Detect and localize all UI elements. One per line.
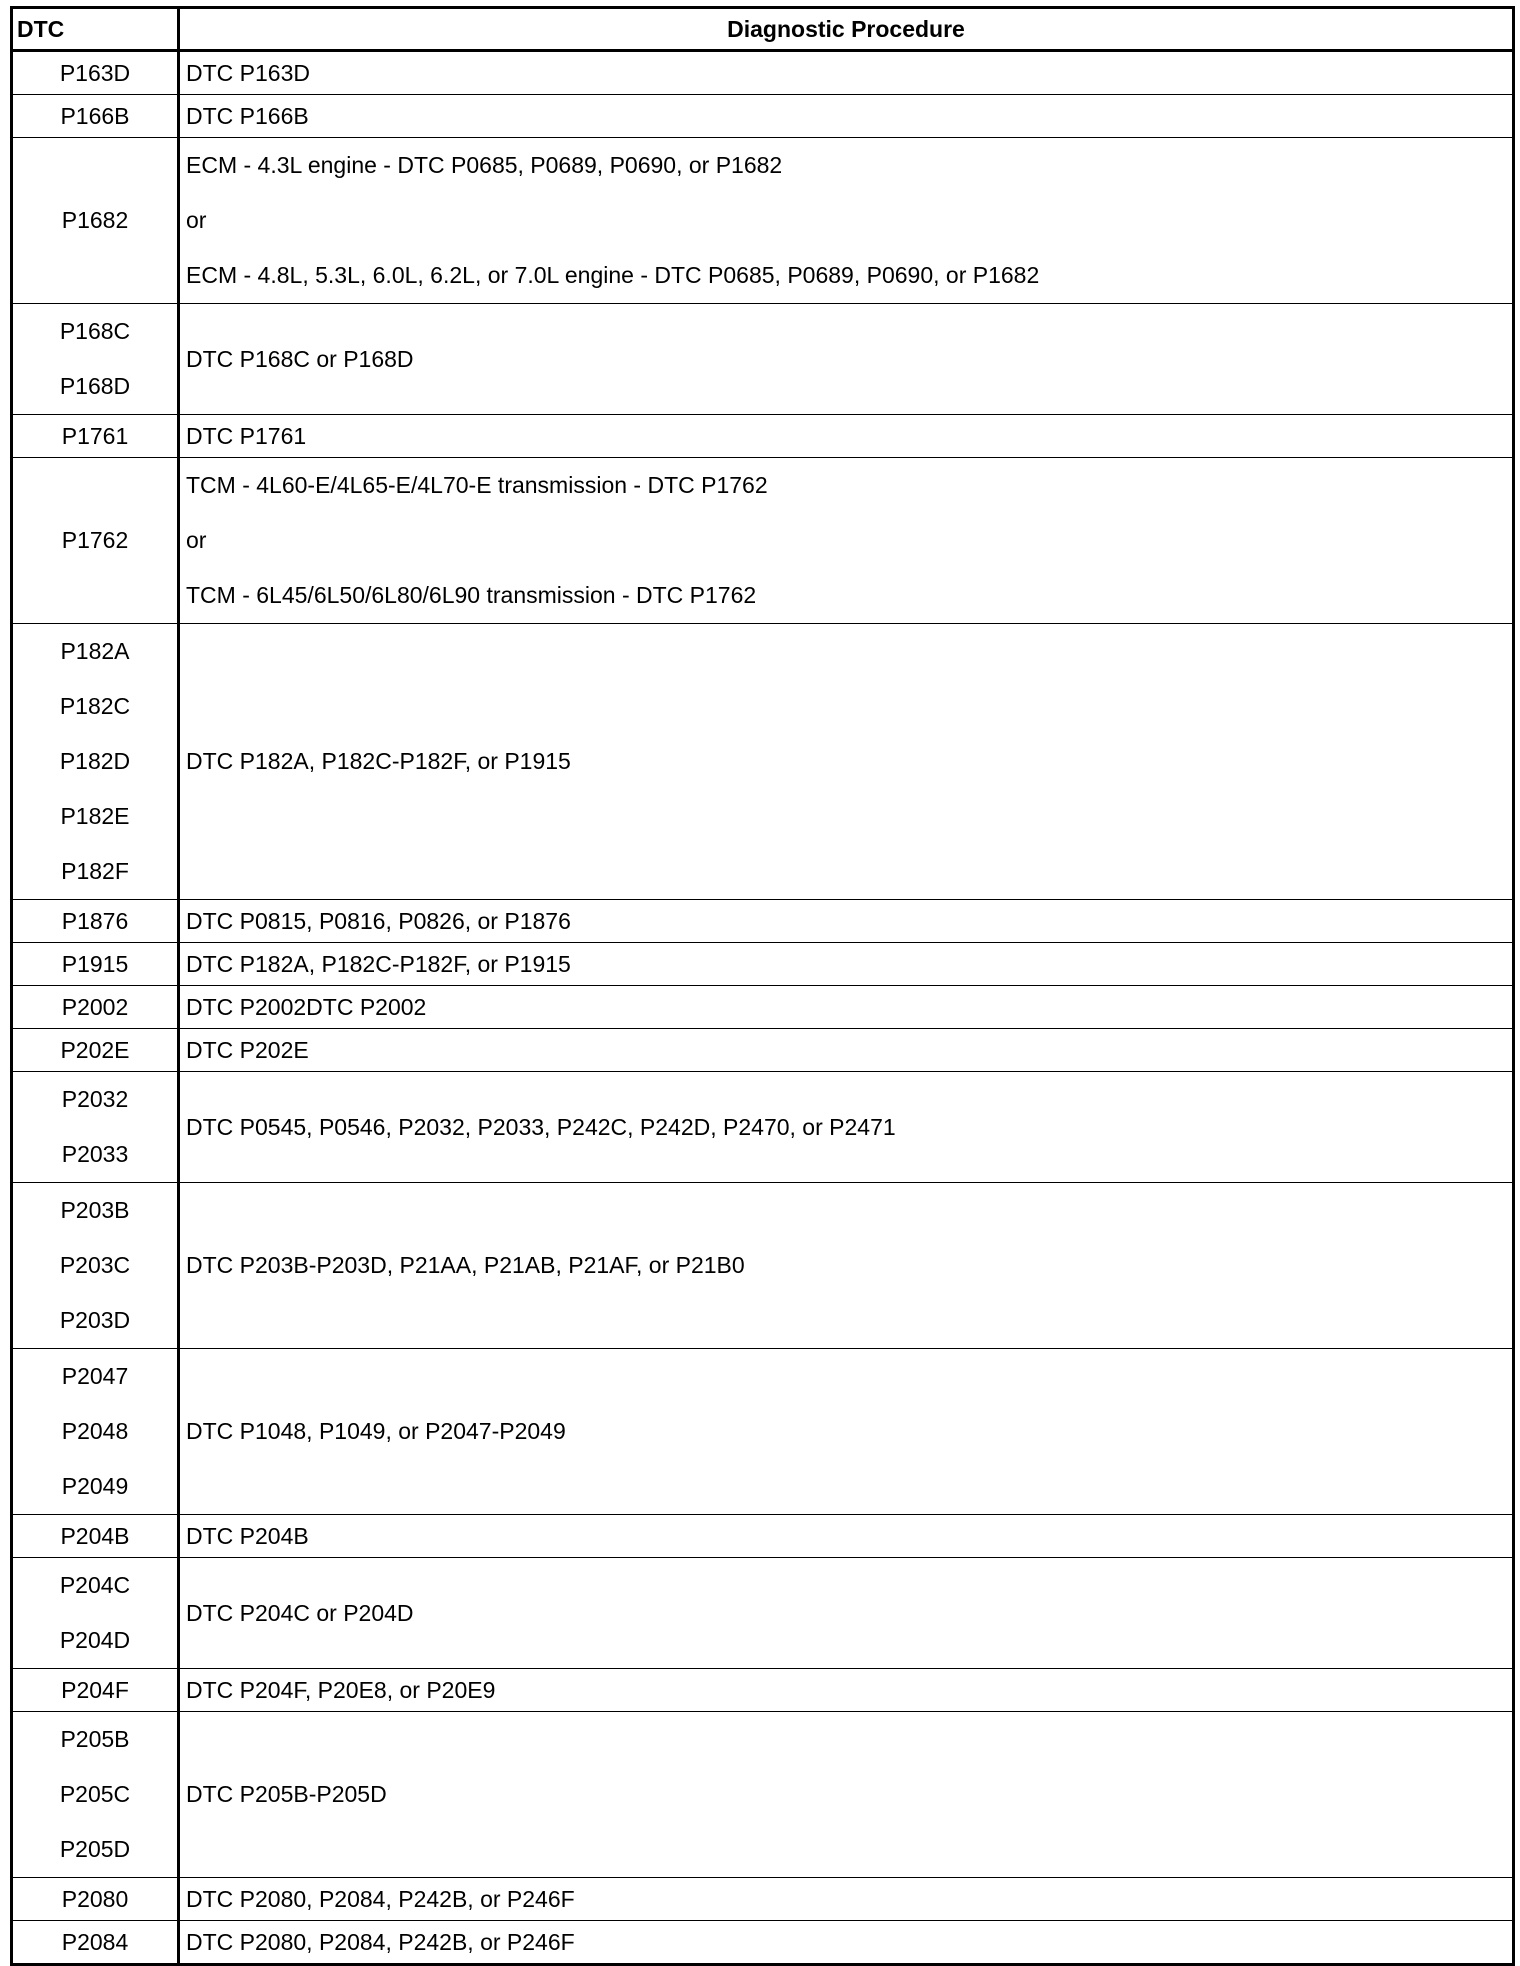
diagnostic-procedure-cell [179, 943, 1514, 986]
dtc-procedure-table [10, 6, 1515, 1966]
diagnostic-procedure-cell [179, 1072, 1514, 1183]
dtc-code-cell [12, 51, 179, 95]
procedure-line: DTC P1761 [186, 423, 307, 449]
diagnostic-procedure-cell [179, 415, 1514, 458]
dtc-code: P1682 [61, 207, 129, 233]
dtc-code: P163D [59, 60, 131, 86]
dtc-code: P2032 [61, 1086, 129, 1112]
procedure-line: DTC P0545, P0546, P2032, P2033, P242C, P242D, P2470, or P2471 [186, 1113, 896, 1140]
procedure-line: TCM - 4L60-E/4L65-E/4L70-E transmission - DTC P1762 [186, 472, 768, 498]
procedure-line: ECM - 4.3L engine - DTC P0685, P0689, P0690, or P1682 [186, 152, 783, 178]
dtc-code: P204D [59, 1627, 131, 1653]
dtc-code: P203D [59, 1307, 131, 1333]
dtc-code-cell [12, 415, 179, 458]
dtc-code: P2047 [61, 1363, 129, 1389]
procedure-line: DTC P182A, P182C-P182F, or P1915 [186, 951, 571, 977]
table-row [12, 1878, 1514, 1921]
dtc-code-cell [12, 304, 179, 415]
dtc-code: P202E [60, 1037, 130, 1063]
procedure-column-header: Diagnostic Procedure [179, 8, 1514, 51]
dtc-code-cell [12, 1878, 179, 1921]
dtc-code-cell [12, 1558, 179, 1669]
table-row [12, 943, 1514, 986]
procedure-line: DTC P0815, P0816, P0826, or P1876 [186, 908, 571, 934]
dtc-code: P2049 [61, 1473, 129, 1499]
dtc-code-cell [12, 95, 179, 138]
procedure-line: DTC P202E [186, 1037, 309, 1063]
diagnostic-procedure-cell [179, 1669, 1514, 1712]
table-row [12, 415, 1514, 458]
diagnostic-procedure-cell [179, 95, 1514, 138]
dtc-code: P203C [59, 1252, 131, 1278]
dtc-code: P204F [61, 1677, 129, 1703]
procedure-line: DTC P203B-P203D, P21AA, P21AB, P21AF, or P21B0 [186, 1252, 745, 1278]
diagnostic-procedure-cell [179, 624, 1514, 900]
dtc-code: P1761 [61, 423, 129, 449]
dtc-code: P1876 [61, 908, 129, 934]
table-body [12, 51, 1514, 1965]
dtc-code-cell [12, 1921, 179, 1965]
dtc-code: P182C [59, 693, 131, 719]
dtc-code: P2080 [61, 1886, 129, 1912]
procedure-line: DTC P204C or P204D [186, 1599, 414, 1626]
dtc-code: P204B [60, 1523, 130, 1549]
dtc-code-cell [12, 943, 179, 986]
procedure-line: DTC P2080, P2084, P242B, or P246F [186, 1929, 575, 1955]
diagnostic-procedure-cell [179, 1029, 1514, 1072]
dtc-code-cell [12, 1669, 179, 1712]
diagnostic-procedure-cell [179, 458, 1514, 624]
dtc-code-cell [12, 1183, 179, 1349]
dtc-code: P2002 [61, 994, 129, 1020]
procedure-line: or [186, 207, 207, 233]
dtc-code-cell [12, 458, 179, 624]
diagnostic-procedure-cell [179, 304, 1514, 415]
diagnostic-procedure-cell [179, 1515, 1514, 1558]
diagnostic-procedure-cell [179, 986, 1514, 1029]
diagnostic-procedure-cell [179, 1921, 1514, 1965]
dtc-code: P203B [60, 1197, 130, 1223]
procedure-line: DTC P166B [186, 103, 309, 129]
dtc-code: P168C [59, 318, 131, 344]
table-header-row [12, 8, 1514, 51]
procedure-line: DTC P2080, P2084, P242B, or P246F [186, 1886, 575, 1912]
procedure-line: DTC P204B [186, 1523, 309, 1549]
dtc-code: P1915 [61, 951, 129, 977]
dtc-code: P182A [60, 638, 130, 664]
table-row [12, 138, 1514, 304]
procedure-line: DTC P2002DTC P2002 [186, 994, 427, 1020]
procedure-line: DTC P163D [186, 60, 310, 86]
dtc-code-cell [12, 1349, 179, 1515]
table-row [12, 95, 1514, 138]
dtc-code: P182D [59, 748, 131, 774]
dtc-code-cell [12, 1029, 179, 1072]
diagnostic-procedure-cell [179, 1558, 1514, 1669]
table-row [12, 1669, 1514, 1712]
table-row [12, 986, 1514, 1029]
procedure-line: DTC P1048, P1049, or P2047-P2049 [186, 1418, 566, 1444]
dtc-code: P205C [59, 1781, 131, 1807]
dtc-code-cell [12, 900, 179, 943]
diagnostic-procedure-cell [179, 1712, 1514, 1878]
dtc-code-cell [12, 1072, 179, 1183]
procedure-line: DTC P204F, P20E8, or P20E9 [186, 1677, 496, 1703]
diagnostic-procedure-cell [179, 1183, 1514, 1349]
table-row [12, 304, 1514, 415]
procedure-line: DTC P205B-P205D [186, 1781, 387, 1807]
diagnostic-procedure-cell [179, 138, 1514, 304]
procedure-line: DTC P168C or P168D [186, 345, 414, 372]
dtc-code-cell [12, 1712, 179, 1878]
table-row [12, 1921, 1514, 1965]
dtc-code-cell [12, 624, 179, 900]
procedure-line: DTC P182A, P182C-P182F, or P1915 [186, 748, 571, 774]
dtc-code-cell [12, 1515, 179, 1558]
table-row [12, 1072, 1514, 1183]
dtc-code: P2084 [61, 1929, 129, 1955]
table-row [12, 458, 1514, 624]
table-row [12, 51, 1514, 95]
table-row [12, 624, 1514, 900]
dtc-code: P166B [60, 103, 130, 129]
table-row [12, 1712, 1514, 1878]
table-row [12, 900, 1514, 943]
diagnostic-procedure-cell [179, 900, 1514, 943]
dtc-code: P182F [61, 858, 129, 884]
procedure-line: TCM - 6L45/6L50/6L80/6L90 transmission - DTC P1762 [186, 582, 757, 608]
dtc-code: P204C [59, 1572, 131, 1598]
table-row [12, 1183, 1514, 1349]
dtc-code: P2033 [61, 1141, 129, 1167]
dtc-code: P168D [59, 373, 131, 399]
dtc-code: P205D [59, 1836, 131, 1862]
dtc-code: P182E [60, 803, 130, 829]
table-row [12, 1558, 1514, 1669]
diagnostic-procedure-cell [179, 1878, 1514, 1921]
dtc-column-header: DTC [12, 8, 179, 51]
dtc-code-cell [12, 986, 179, 1029]
procedure-line: ECM - 4.8L, 5.3L, 6.0L, 6.2L, or 7.0L engine - DTC P0685, P0689, P0690, or P1682 [186, 262, 1040, 288]
dtc-code: P1762 [61, 527, 129, 553]
table-row [12, 1029, 1514, 1072]
dtc-code-cell [12, 138, 179, 304]
table-row [12, 1349, 1514, 1515]
dtc-code: P2048 [61, 1418, 129, 1444]
table-row [12, 1515, 1514, 1558]
procedure-line: or [186, 527, 207, 553]
diagnostic-procedure-cell [179, 51, 1514, 95]
diagnostic-procedure-cell [179, 1349, 1514, 1515]
dtc-code: P205B [60, 1726, 130, 1752]
